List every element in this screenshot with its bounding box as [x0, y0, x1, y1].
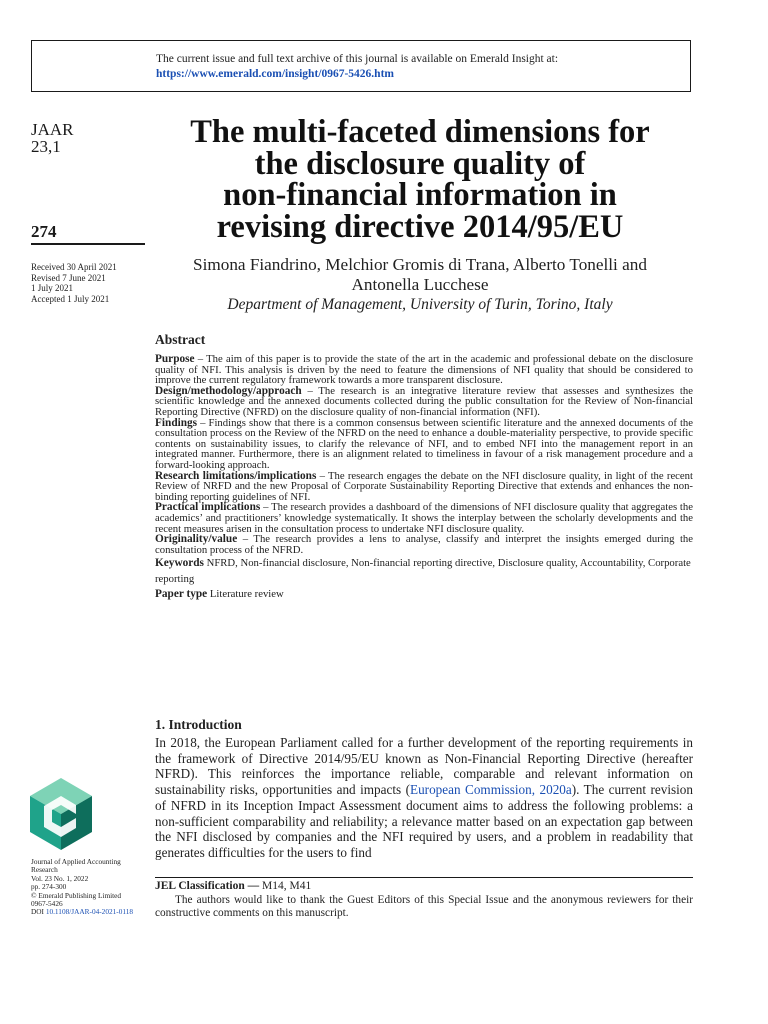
journal-info-line: © Emerald Publishing Limited	[31, 890, 122, 900]
intro-text: ). The current revision of NFRD in its Inception Impact Assessment document aims to address the following problems: a non-sufficient comparability and reliability; a relevance matter based on an expectation gap between the NFI disclosed by companies and the NFI required by users, and a problem in readability that generates difficulties for the users to find	[155, 782, 693, 860]
emerald-logo-icon	[30, 778, 92, 850]
paper-type-label: Paper type	[155, 588, 208, 601]
abstract-text: – Findings show that there is a common consensus between scientific literature and the annexed documents of the consultation process on the Review of the NFRD on the need to enhance a double-materiality perspective, to provide specific contents on sustainability issues, to clarify the relevance of NFI, and to embed NFI into the management report in an integrated manner. Furthermore, there is an alignment related to timeliness in favour of a risk management procedure and a forward-looking approach.	[155, 416, 693, 471]
abstract-limitations	[155, 471, 693, 503]
authors-line: Antonella Lucchese	[351, 275, 489, 294]
acknowledgement: The authors would like to thank the Guest Editors of this Special Issue and the anonymous reviewers for their constructive comments on this manuscript.	[155, 894, 693, 919]
abstract-text: – The aim of this paper is to provide the state of the art in the academic and professional debate on the disclosure quality of NFI. This analysis is driven by the need to feature the dimensions of NFI quality that should be considered to improve the current regulatory framework towards a more transparent disclosure.	[155, 353, 693, 387]
abstract-label: Originality/value	[155, 533, 238, 546]
citation-link[interactable]: European Commission, 2020a	[410, 782, 572, 798]
authors-line: Simona Fiandrino, Melchior Gromis di Trana, Alberto Tonelli and	[193, 255, 647, 274]
abstract-text: – The research provides a lens to analyse, classify and interpret the insights emerged during the consultation process of the NFRD.	[155, 533, 693, 556]
abstract-design	[155, 386, 693, 418]
keywords	[155, 556, 693, 587]
abstract-label: Research limitations/implications	[155, 469, 317, 482]
affiliation: Department of Management, University of Turin, Torino, Italy	[227, 296, 613, 313]
page-number: 274	[31, 222, 57, 241]
title-line: The multi-faceted dimensions for	[190, 114, 650, 150]
journal-info-line: Research	[31, 865, 58, 875]
article-title	[150, 114, 690, 245]
footnote-rule	[155, 877, 693, 878]
introduction-section	[155, 717, 693, 861]
journal-info-line: pp. 274-300	[31, 882, 67, 892]
article-history	[31, 262, 117, 304]
abstract-section	[155, 332, 693, 603]
abstract-label: Practical implications	[155, 501, 261, 514]
abstract-findings	[155, 418, 693, 471]
journal-abbr-text: JAAR	[31, 120, 74, 139]
journal-info-line: 0967-5426	[31, 899, 63, 909]
journal-info-line: Vol. 23 No. 1, 2022	[31, 873, 89, 883]
journal-notice-box	[31, 40, 691, 92]
journal-url-link[interactable]: https://www.emerald.com/insight/0967-5426.htm	[156, 68, 394, 80]
history-line: Revised 7 June 2021	[31, 272, 106, 283]
history-line: Accepted 1 July 2021	[31, 293, 110, 304]
doi-line	[31, 908, 149, 916]
journal-info-line: Journal of Applied Accounting	[31, 857, 121, 866]
title-line: the disclosure quality of	[254, 145, 586, 182]
abstract-label: Findings	[155, 416, 198, 429]
jel-classification	[155, 880, 693, 892]
author-list	[150, 255, 690, 295]
journal-info	[31, 858, 149, 917]
abstract-text: – The research provides a dashboard of the dimensions of NFI disclosure quality that aggregates the academics’ and practitioners’ knowledge systematically. It shows the interplay between the scholarly developments and the recent measures arisen in the consultation process to undertake NFI disclosure quality.	[155, 501, 693, 535]
notice-text: The current issue and full text archive of this journal is available on Emerald Insight at:	[156, 53, 559, 65]
abstract-label: Purpose	[155, 353, 195, 365]
abstract-originality	[155, 534, 693, 555]
title-line: revising directive 2014/95/EU	[216, 208, 624, 245]
keywords-text: NFRD, Non-financial disclosure, Non-financial reporting directive, Disclosure quality, Accountability, Corporate reporting	[155, 557, 691, 585]
paper-type-text: Literature review	[207, 588, 284, 601]
intro-paragraph	[155, 735, 693, 861]
abstract-text: – The research engages the debate on the NFI disclosure quality, in light of the recent Review of NRFD and the new Proposal of Corporate Sustainability Reporting Directive that extends and enhances the non-binding reporting guidelines of NFI.	[155, 469, 693, 503]
intro-heading: 1. Introduction	[155, 717, 242, 732]
history-line: 1 July 2021	[31, 283, 74, 293]
footnote	[155, 880, 693, 920]
paper-type	[155, 587, 693, 603]
history-line: Received 30 April 2021	[31, 262, 117, 272]
abstract-practical	[155, 502, 693, 534]
abstract-purpose	[155, 354, 693, 386]
page-number-rule	[31, 243, 145, 245]
journal-abbreviation	[31, 121, 74, 155]
abstract-label: Design/methodology/approach	[155, 384, 302, 397]
intro-text: In 2018, the European Parliament called for a further development of the reporting requirements in the framework of Directive 2014/95/EU known as Non-Financial Reporting Directive (hereafter NFRD). This reinforces the importance reliable, comparable and relevant information on sustainability risks, opportunities and impacts (	[155, 735, 693, 798]
volume-issue: 23,1	[31, 137, 61, 156]
abstract-text: – The research is an integrative literature review that assesses and synthesizes the scientific knowledge and the annexed documents collected during the public consultation for the Review of Non-financial Reporting Directive (NFRD) on the disclosure quality of non-financial information (NFI).	[155, 384, 693, 418]
title-line: non-financial information in	[223, 177, 617, 213]
keywords-label: Keywords	[155, 557, 204, 570]
jel-label: JEL Classification —	[155, 880, 260, 892]
jel-codes: M14, M41	[259, 880, 312, 892]
abstract-heading: Abstract	[155, 332, 206, 347]
doi-prefix: DOI	[31, 907, 44, 917]
doi-link[interactable]: 10.1108/JAAR-04-2021-0118	[45, 907, 134, 917]
